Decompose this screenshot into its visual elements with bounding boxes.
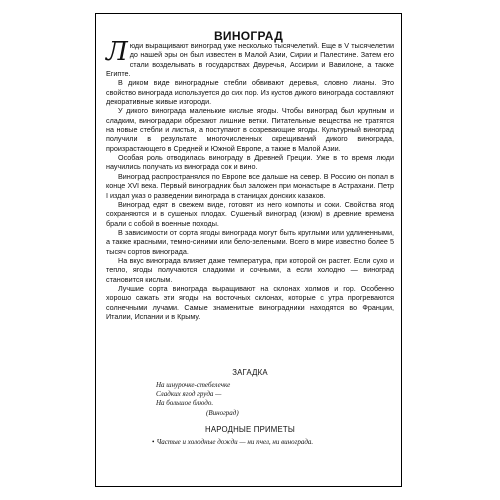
paragraph-5: Виноград распространялся по Европе все дальше на север. В Россию он попал в конце XVI века. Первый виноградник был заложен при монастыре в Астрахани. Петр I издал указ о разведении винограда в станицах донских казаков. [106,171,394,200]
sign-item: • Частые и холодные дожди — ни пчел, ни винограда. [152,438,314,446]
riddle-block [156,381,239,418]
riddle-answer: (Виноград) [206,408,239,417]
paragraph-8: На вкус винограда влияет даже температура, при которой он растет. Если сухо и тепло, ягоды получаются сладкими и сочными, а если холодно — виноград становится кислым. [106,255,394,284]
riddle-line: Сладких ягод груда — [156,390,222,399]
paragraph-9: Лучшие сорта винограда выращивают на склонах холмов и гор. Особенно хорошо сажать эти ягоды на восточных склонах, которые с утра прогреваются солнечными лучами. Самые знаменитые виноградники находятся во Франции, Италии, Испании и в Крыму. [106,283,394,321]
paragraph-2: В диком виде виноградные стебли обвивают деревья, словно лианы. Это свойство винограда используется до сих пор. Из кустов дикого винограда составляют декоративные живые изгороди. [106,78,394,107]
bullet-icon: • [152,438,155,446]
article-body [106,37,394,321]
paragraph-6: Виноград едят в свежем виде, готовят из него компоты и соки. Свойства ягод сохраняются и в сушеных плодах. Сушеный виноград (изюм) в древние времена брали с собой в военные походы. [106,199,394,228]
paragraph-7: В зависимости от сорта ягоды винограда могут быть круглыми или удлиненными, а также красными, темно-синими или бело-зелеными. Всего в мире известно более 5 тысяч сортов винограда. [106,227,394,256]
paragraph-3: У дикого винограда маленькие кислые ягоды. Чтобы виноград был крупным и сладким, виноградари обрезают лишние ветки. Питательные вещества не тратятся на новые стебли и листья, а поступают в созревающие ягоды. Культурный виноград получили в результате многочисленных скрещиваний дикого винограда, произрастающего в Средней и Южной Европе, а также в Малой Азии. [106,106,394,153]
riddle-line: На большое блюдо. [156,399,214,408]
riddle-line: На шнурочке-стебелечке [156,381,231,389]
page-title: ВИНОГРАД [213,29,284,43]
riddle-heading: ЗАГАДКА [232,368,268,377]
drop-cap: Л [106,37,128,67]
paragraph-4: Особая роль отводилась винограду в Древней Греции. Уже в то время люди научились получать из винограда сок и вино. [106,153,394,172]
paragraph-1: Люди выращивают виноград уже несколько тысячелетий. Еще в V тысячелетии до нашей эры он был известен в Малой Азии, Сирии и Палестине. Затем его стали возделывать в государствах Двуречья, Ассирии и Вавилоне, а также Египте. [106,37,394,79]
signs-heading: НАРОДНЫЕ ПРИМЕТЫ [205,425,295,434]
